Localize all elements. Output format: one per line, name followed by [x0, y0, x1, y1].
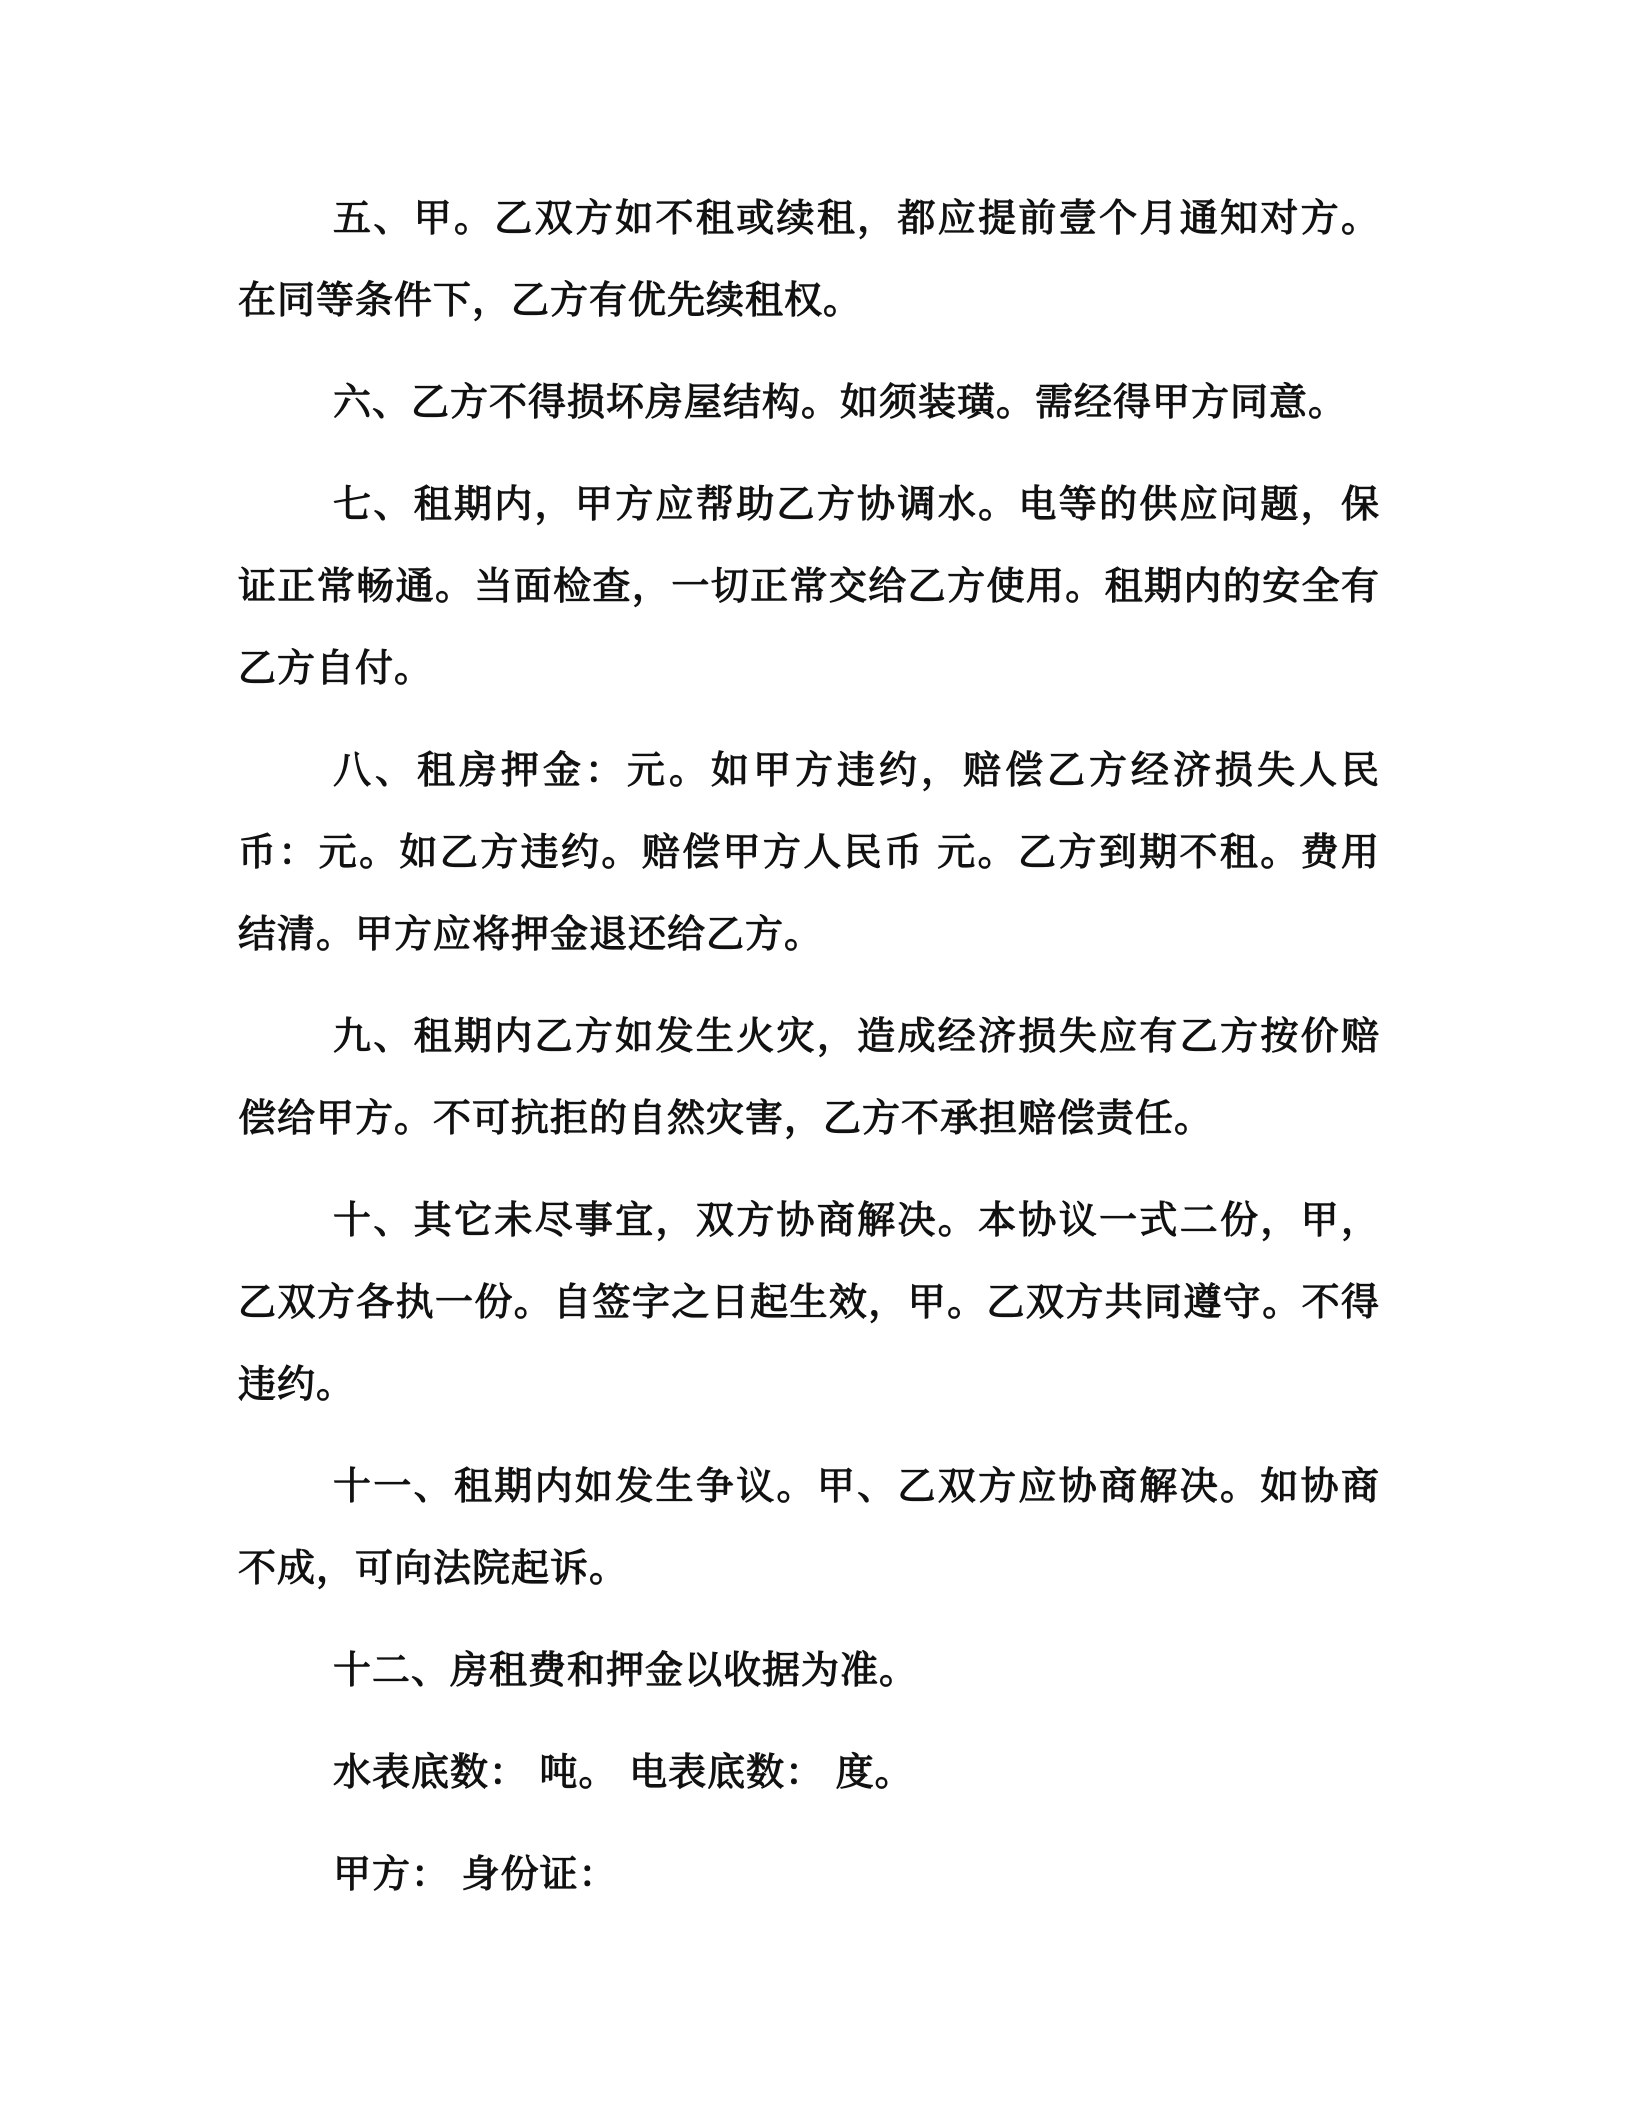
meter-readings-line: 水表底数： 吨。 电表底数： 度。: [333, 1752, 914, 1794]
clause-paragraph-10: 十、其它未尽事宜，双方协商解决。本协议一式二份，甲，乙双方各执一份。自签字之日起生效，甲。乙双方共同遵守。不得违约。: [238, 1200, 1380, 1406]
clause-paragraph-7: 七、租期内，甲方应帮助乙方协调水。电等的供应问题，保证正常畅通。当面检查，一切正常交给乙方使用。租期内的安全有乙方自付。: [238, 484, 1380, 690]
clause-paragraph-11: 十一、租期内如发生争议。甲、乙双方应协商解决。如协商不成，可向法院起诉。: [238, 1466, 1380, 1590]
clause-paragraph-6: 六、乙方不得损坏房屋结构。如须装璜。需经得甲方同意。: [333, 382, 1348, 424]
party-a-id-line: 甲方： 身份证：: [333, 1854, 618, 1896]
clause-paragraph-9: 九、租期内乙方如发生火灾，造成经济损失应有乙方按价赔偿给甲方。不可抗拒的自然灾害，乙方不承担赔偿责任。: [238, 1016, 1380, 1140]
document-body: [238, 178, 1380, 1916]
clause-paragraph-12: 十二、房租费和押金以收据为准。: [333, 1650, 919, 1692]
clause-paragraph-5: 五、甲。乙双方如不租或续租，都应提前壹个月通知对方。在同等条件下，乙方有优先续租权。: [238, 198, 1380, 322]
clause-paragraph-8: 八、租房押金：元。如甲方违约，赔偿乙方经济损失人民币：元。如乙方违约。赔偿甲方人民币 元。乙方到期不租。费用结清。甲方应将押金退还给乙方。: [238, 750, 1380, 956]
